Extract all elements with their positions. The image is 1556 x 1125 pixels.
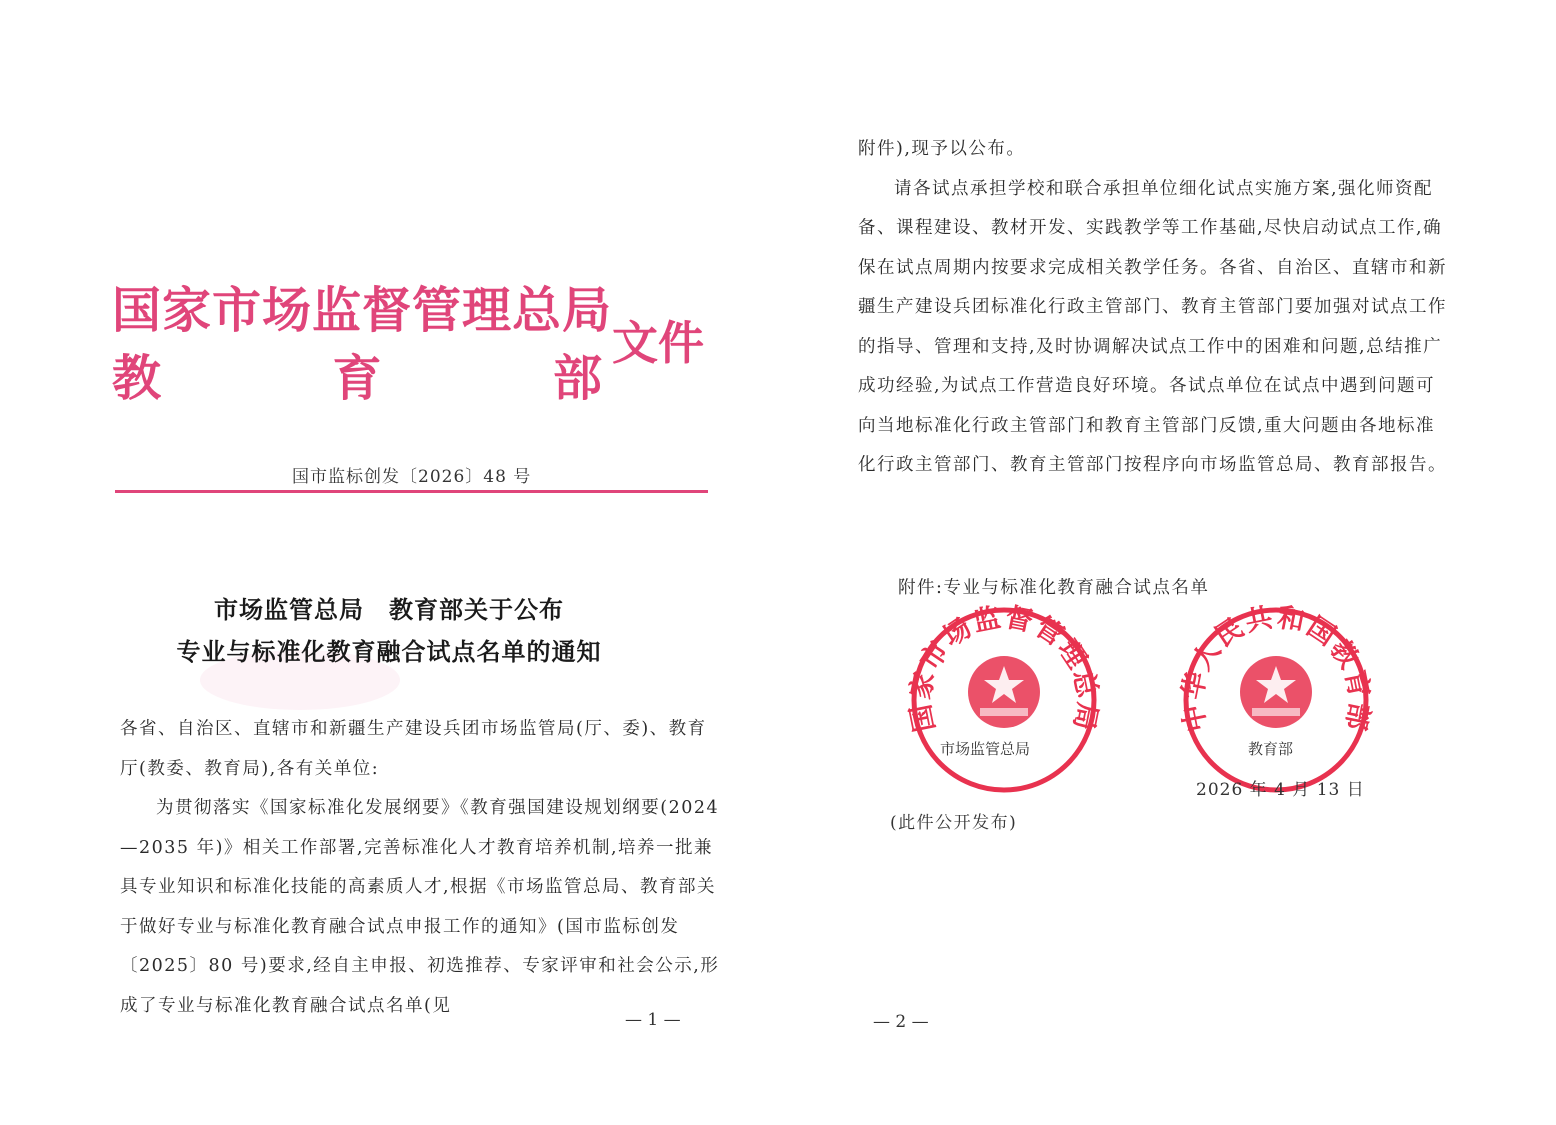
signer-moe: 教育部: [1248, 740, 1294, 758]
notice-title-line1: 市场监管总局 教育部关于公布: [214, 595, 564, 624]
seal-moe: [1176, 600, 1376, 800]
seal2-text: 中华人民共和国教育部: [1177, 601, 1375, 735]
page-number-2: — 2 —: [873, 1012, 929, 1032]
agency-2-char: 部: [552, 349, 602, 407]
body-paragraph-1: 为贯彻落实《国家标准化发展纲要》《教育强国建设规划纲要(2024—2035 年)》相关工作部署,完善标准化人才教育培养机制,培养一批兼具专业知识和标准化技能的高素质人才,根据《市场监管总局、教育部关于做好专业与标准化教育融合试点申报工作的通知》(国市监标创发〔2025〕80 号)要求,经自主申报、初选推荐、专家评审和社会公示,形成了专业与标准化教育融合试点名单(见: [120, 798, 720, 1016]
continuation-text: 附件),现予以公布。: [858, 139, 1026, 159]
page-2: [778, 0, 1556, 1125]
document-type: 文件: [612, 316, 704, 370]
page-number-1: — 1 —: [625, 1010, 681, 1030]
body-paragraph-2: 请各试点承担学校和联合承担单位细化试点实施方案,强化师资配备、课程建设、教材开发、实践教学等工作基础,尽快启动试点工作,确保在试点周期内按要求完成相关教学任务。各省、自治区、直辖市和新疆生产建设兵团标准化行政主管部门、教育主管部门要加强对试点工作的指导、管理和支持,及时协调解决试点工作中的困难和问题,总结推广成功经验,为试点工作营造良好环境。各试点单位在试点中遇到问题可向当地标准化行政主管部门和教育主管部门反馈,重大问题由各地标准化行政主管部门、教育主管部门按程序向市场监管总局、教育部报告。: [858, 178, 1447, 475]
issuing-agency-1: 国家市场监督管理总局: [112, 281, 613, 339]
agency-2-char: 育: [332, 349, 382, 407]
right-body: [858, 130, 1448, 486]
issue-date: 2026 年 4 月 13 日: [1196, 780, 1365, 800]
left-body: [120, 710, 720, 1026]
seal-samr: [904, 600, 1104, 800]
publicity-note: (此件公开发布): [890, 813, 1018, 833]
red-divider: [115, 490, 708, 493]
salutation: 各省、自治区、直辖市和新疆生产建设兵团市场监管局(厅、委)、教育厅(教委、教育局),各有关单位:: [120, 719, 707, 779]
signer-samr: 市场监管总局: [940, 740, 1031, 758]
document-number: 国市监标创发〔2026〕48 号: [292, 467, 532, 487]
issuing-agency-2: [112, 340, 602, 410]
notice-title-line2: 专业与标准化教育融合试点名单的通知: [176, 637, 602, 666]
seal1-text: 国家市场监督管理总局: [905, 601, 1103, 735]
agency-2-char: 教: [112, 349, 162, 407]
attachment-label: 附件:专业与标准化教育融合试点名单: [898, 578, 1210, 598]
